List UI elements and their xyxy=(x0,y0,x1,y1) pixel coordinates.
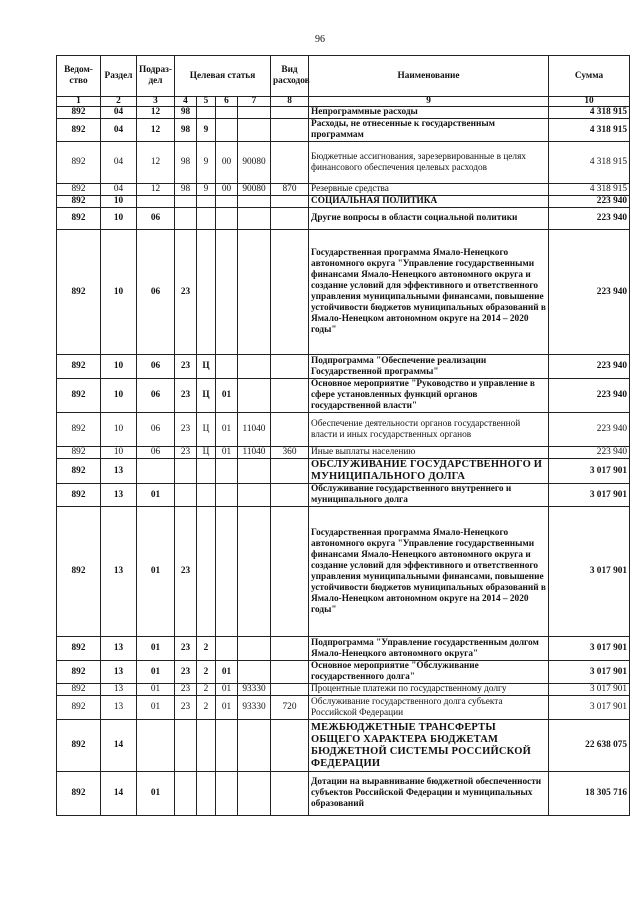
program-code-cell: 23 xyxy=(175,507,197,637)
subprogram-code-cell xyxy=(197,107,216,119)
program-code-cell: 98 xyxy=(175,107,197,119)
column-index: 5 xyxy=(197,97,216,107)
vedomstvo-cell: 892 xyxy=(57,119,101,142)
column-index: 9 xyxy=(309,97,549,107)
event-code-cell xyxy=(216,459,238,484)
program-code-cell xyxy=(175,208,197,230)
vedomstvo-cell: 892 xyxy=(57,107,101,119)
subprogram-code-cell: 2 xyxy=(197,637,216,661)
column-index: 8 xyxy=(271,97,309,107)
table-row xyxy=(57,142,630,184)
direction-code-cell xyxy=(238,355,271,379)
program-code-cell: 23 xyxy=(175,447,197,459)
sum-cell: 3 017 901 xyxy=(549,684,630,696)
sum-cell: 223 940 xyxy=(549,447,630,459)
podrazdel-cell: 12 xyxy=(137,142,175,184)
header-podrazdel: Подраз- дел xyxy=(137,56,175,97)
vedomstvo-cell: 892 xyxy=(57,184,101,196)
subprogram-code-cell: 9 xyxy=(197,119,216,142)
subprogram-code-cell: 2 xyxy=(197,696,216,720)
sum-cell: 223 940 xyxy=(549,208,630,230)
sum-cell: 223 940 xyxy=(549,196,630,208)
table-row xyxy=(57,184,630,196)
vedomstvo-cell: 892 xyxy=(57,447,101,459)
name-cell: Дотации на выравнивание бюджетной обеспеченности субъектов Российской Федерации и муниципальных образований xyxy=(309,772,549,816)
razdel-cell: 04 xyxy=(101,184,137,196)
razdel-cell: 14 xyxy=(101,772,137,816)
column-index: 2 xyxy=(101,97,137,107)
direction-code-cell xyxy=(238,484,271,507)
razdel-cell: 10 xyxy=(101,379,137,413)
sum-cell: 4 318 915 xyxy=(549,119,630,142)
razdel-cell: 13 xyxy=(101,637,137,661)
direction-code-cell xyxy=(238,208,271,230)
name-cell: Другие вопросы в области социальной политики xyxy=(309,208,549,230)
direction-code-cell xyxy=(238,196,271,208)
podrazdel-cell: 01 xyxy=(137,661,175,684)
expense-type-cell xyxy=(271,459,309,484)
table-row xyxy=(57,459,630,484)
event-code-cell: 00 xyxy=(216,142,238,184)
podrazdel-cell: 06 xyxy=(137,379,175,413)
podrazdel-cell xyxy=(137,720,175,772)
table-row xyxy=(57,230,630,355)
event-code-cell xyxy=(216,772,238,816)
podrazdel-cell: 01 xyxy=(137,772,175,816)
program-code-cell xyxy=(175,720,197,772)
name-cell: Государственная программа Ямало-Ненецкого автономного округа "Управление государственными финансами Ямало-Ненецкого автономного округа и создание условий для эффективного и ответственного управления муниципальными финансами, повышение устойчивости бюджетов муниципальных образований в Ямало-Ненецком автономном округе на 2014 – 2020 годы" xyxy=(309,507,549,637)
expense-type-cell xyxy=(271,507,309,637)
vedomstvo-cell: 892 xyxy=(57,230,101,355)
header-summa: Сумма xyxy=(549,56,630,97)
expense-type-cell xyxy=(271,208,309,230)
table-row xyxy=(57,196,630,208)
sum-cell: 22 638 075 xyxy=(549,720,630,772)
table-row xyxy=(57,355,630,379)
name-cell: Подпрограмма "Управление государственным долгом Ямало-Ненецкого автономного округа" xyxy=(309,637,549,661)
vedomstvo-cell: 892 xyxy=(57,459,101,484)
podrazdel-cell xyxy=(137,459,175,484)
sum-cell: 3 017 901 xyxy=(549,507,630,637)
name-cell: Государственная программа Ямало-Ненецкого автономного округа "Управление государственными финансами Ямало-Ненецкого автономного округа и создание условий для эффективного и ответственного управления муниципальными финансами, повышение устойчивости бюджетов муниципальных образований в Ямало-Ненецком автономном округе на 2014 – 2020 годы" xyxy=(309,230,549,355)
header-naimenovanie: Наименование xyxy=(309,56,549,97)
vedomstvo-cell: 892 xyxy=(57,661,101,684)
direction-code-cell: 93330 xyxy=(238,684,271,696)
program-code-cell: 23 xyxy=(175,230,197,355)
subprogram-code-cell: 2 xyxy=(197,661,216,684)
event-code-cell xyxy=(216,107,238,119)
sum-cell: 3 017 901 xyxy=(549,696,630,720)
name-cell: ОБСЛУЖИВАНИЕ ГОСУДАРСТВЕННОГО И МУНИЦИПАЛЬНОГО ДОЛГА xyxy=(309,459,549,484)
table-row xyxy=(57,484,630,507)
name-cell: Обеспечение деятельности органов государственной власти и иных государственных органов xyxy=(309,413,549,447)
expense-type-cell xyxy=(271,355,309,379)
podrazdel-cell: 01 xyxy=(137,696,175,720)
program-code-cell: 98 xyxy=(175,184,197,196)
vedomstvo-cell: 892 xyxy=(57,637,101,661)
event-code-cell xyxy=(216,208,238,230)
name-cell: Процентные платежи по государственному долгу xyxy=(309,684,549,696)
podrazdel-cell: 12 xyxy=(137,184,175,196)
sum-cell: 223 940 xyxy=(549,355,630,379)
name-cell: Подпрограмма "Обеспечение реализации Государственной программы" xyxy=(309,355,549,379)
razdel-cell: 10 xyxy=(101,230,137,355)
direction-code-cell xyxy=(238,720,271,772)
subprogram-code-cell: Ц xyxy=(197,447,216,459)
table-row xyxy=(57,696,630,720)
razdel-cell: 04 xyxy=(101,119,137,142)
expense-type-cell xyxy=(271,684,309,696)
podrazdel-cell: 12 xyxy=(137,119,175,142)
direction-code-cell xyxy=(238,772,271,816)
direction-code-cell xyxy=(238,230,271,355)
expense-type-cell xyxy=(271,142,309,184)
header-razdel: Раздел xyxy=(101,56,137,97)
razdel-cell: 13 xyxy=(101,507,137,637)
column-index: 7 xyxy=(238,97,271,107)
direction-code-cell xyxy=(238,107,271,119)
vedomstvo-cell: 892 xyxy=(57,772,101,816)
expense-type-cell xyxy=(271,637,309,661)
expense-type-cell xyxy=(271,196,309,208)
subprogram-code-cell xyxy=(197,720,216,772)
name-cell: Расходы, не отнесенные к государственным программам xyxy=(309,119,549,142)
podrazdel-cell: 01 xyxy=(137,637,175,661)
table-row xyxy=(57,720,630,772)
subprogram-code-cell: Ц xyxy=(197,355,216,379)
razdel-cell: 13 xyxy=(101,696,137,720)
table-row xyxy=(57,119,630,142)
name-cell: СОЦИАЛЬНАЯ ПОЛИТИКА xyxy=(309,196,549,208)
table-row xyxy=(57,447,630,459)
expense-type-cell xyxy=(271,720,309,772)
program-code-cell: 23 xyxy=(175,696,197,720)
sum-cell: 3 017 901 xyxy=(549,661,630,684)
direction-code-cell: 11040 xyxy=(238,413,271,447)
sum-cell: 223 940 xyxy=(549,413,630,447)
direction-code-cell xyxy=(238,507,271,637)
expense-type-cell xyxy=(271,484,309,507)
event-code-cell xyxy=(216,637,238,661)
expense-type-cell xyxy=(271,119,309,142)
razdel-cell: 13 xyxy=(101,459,137,484)
razdel-cell: 14 xyxy=(101,720,137,772)
table-row xyxy=(57,507,630,637)
table-row xyxy=(57,684,630,696)
event-code-cell xyxy=(216,119,238,142)
expense-type-cell xyxy=(271,413,309,447)
vedomstvo-cell: 892 xyxy=(57,696,101,720)
column-index: 1 xyxy=(57,97,101,107)
vedomstvo-cell: 892 xyxy=(57,355,101,379)
sum-cell: 4 318 915 xyxy=(549,107,630,119)
razdel-cell: 13 xyxy=(101,484,137,507)
expense-type-cell xyxy=(271,772,309,816)
podrazdel-cell: 06 xyxy=(137,413,175,447)
header-vedomstvo: Ведом- ство xyxy=(57,56,101,97)
subprogram-code-cell xyxy=(197,196,216,208)
page-number: 96 xyxy=(315,34,325,45)
podrazdel-cell: 01 xyxy=(137,684,175,696)
name-cell: Резервные средства xyxy=(309,184,549,196)
column-index: 6 xyxy=(216,97,238,107)
column-index-row xyxy=(57,97,630,107)
name-cell: Обслуживание государственного внутреннего и муниципального долга xyxy=(309,484,549,507)
direction-code-cell xyxy=(238,637,271,661)
name-cell: Иные выплаты населению xyxy=(309,447,549,459)
name-cell: МЕЖБЮДЖЕТНЫЕ ТРАНСФЕРТЫ ОБЩЕГО ХАРАКТЕРА БЮДЖЕТАМ БЮДЖЕТНОЙ СИСТЕМЫ РОССИЙСКОЙ ФЕДЕРАЦИИ xyxy=(309,720,549,772)
name-cell: Непрограммные расходы xyxy=(309,107,549,119)
vedomstvo-cell: 892 xyxy=(57,379,101,413)
program-code-cell xyxy=(175,484,197,507)
subprogram-code-cell: 9 xyxy=(197,142,216,184)
sum-cell: 223 940 xyxy=(549,230,630,355)
podrazdel-cell: 06 xyxy=(137,230,175,355)
sum-cell: 3 017 901 xyxy=(549,459,630,484)
expense-type-cell: 360 xyxy=(271,447,309,459)
subprogram-code-cell: Ц xyxy=(197,379,216,413)
name-cell: Основное мероприятие "Обслуживание государственного долга" xyxy=(309,661,549,684)
expense-type-cell xyxy=(271,107,309,119)
sum-cell: 4 318 915 xyxy=(549,142,630,184)
table-row xyxy=(57,637,630,661)
sum-cell: 3 017 901 xyxy=(549,484,630,507)
expense-type-cell xyxy=(271,661,309,684)
podrazdel-cell: 01 xyxy=(137,484,175,507)
program-code-cell: 98 xyxy=(175,119,197,142)
vedomstvo-cell: 892 xyxy=(57,196,101,208)
event-code-cell xyxy=(216,355,238,379)
table-row xyxy=(57,772,630,816)
podrazdel-cell: 01 xyxy=(137,507,175,637)
name-cell: Бюджетные ассигнования, зарезервированные в целях финансового обеспечения целевых расходов xyxy=(309,142,549,184)
program-code-cell: 23 xyxy=(175,637,197,661)
direction-code-cell xyxy=(238,379,271,413)
program-code-cell: 23 xyxy=(175,355,197,379)
table-body xyxy=(57,107,630,816)
event-code-cell: 01 xyxy=(216,696,238,720)
table-row xyxy=(57,413,630,447)
razdel-cell: 10 xyxy=(101,413,137,447)
column-index: 3 xyxy=(137,97,175,107)
event-code-cell: 01 xyxy=(216,379,238,413)
podrazdel-cell: 12 xyxy=(137,107,175,119)
podrazdel-cell: 06 xyxy=(137,447,175,459)
event-code-cell: 01 xyxy=(216,684,238,696)
vedomstvo-cell: 892 xyxy=(57,142,101,184)
direction-code-cell xyxy=(238,459,271,484)
direction-code-cell: 90080 xyxy=(238,184,271,196)
budget-table xyxy=(56,55,630,816)
event-code-cell: 01 xyxy=(216,413,238,447)
vedomstvo-cell: 892 xyxy=(57,413,101,447)
table-row xyxy=(57,208,630,230)
event-code-cell: 00 xyxy=(216,184,238,196)
subprogram-code-cell: 9 xyxy=(197,184,216,196)
table-row xyxy=(57,661,630,684)
expense-type-cell xyxy=(271,230,309,355)
razdel-cell: 04 xyxy=(101,107,137,119)
program-code-cell: 98 xyxy=(175,142,197,184)
program-code-cell: 23 xyxy=(175,379,197,413)
name-cell: Основное мероприятие "Руководство и управление в сфере установленных функций органов государственной власти" xyxy=(309,379,549,413)
name-cell: Обслуживание государственного долга субъекта Российской Федерации xyxy=(309,696,549,720)
event-code-cell xyxy=(216,720,238,772)
sum-cell: 18 305 716 xyxy=(549,772,630,816)
header-celevaya-statya: Целевая статья xyxy=(175,56,271,97)
program-code-cell xyxy=(175,196,197,208)
subprogram-code-cell xyxy=(197,230,216,355)
podrazdel-cell xyxy=(137,196,175,208)
razdel-cell: 10 xyxy=(101,447,137,459)
expense-type-cell: 870 xyxy=(271,184,309,196)
expense-type-cell: 720 xyxy=(271,696,309,720)
direction-code-cell: 93330 xyxy=(238,696,271,720)
direction-code-cell: 11040 xyxy=(238,447,271,459)
razdel-cell: 13 xyxy=(101,684,137,696)
vedomstvo-cell: 892 xyxy=(57,684,101,696)
podrazdel-cell: 06 xyxy=(137,208,175,230)
podrazdel-cell: 06 xyxy=(137,355,175,379)
event-code-cell: 01 xyxy=(216,447,238,459)
subprogram-code-cell: 2 xyxy=(197,684,216,696)
subprogram-code-cell xyxy=(197,459,216,484)
program-code-cell: 23 xyxy=(175,661,197,684)
header-vid-rashodov: Вид расходов xyxy=(271,56,309,97)
subprogram-code-cell xyxy=(197,507,216,637)
razdel-cell: 10 xyxy=(101,355,137,379)
razdel-cell: 13 xyxy=(101,661,137,684)
program-code-cell xyxy=(175,459,197,484)
event-code-cell: 01 xyxy=(216,661,238,684)
column-index: 4 xyxy=(175,97,197,107)
vedomstvo-cell: 892 xyxy=(57,484,101,507)
subprogram-code-cell xyxy=(197,772,216,816)
direction-code-cell xyxy=(238,119,271,142)
razdel-cell: 10 xyxy=(101,208,137,230)
expense-type-cell xyxy=(271,379,309,413)
razdel-cell: 04 xyxy=(101,142,137,184)
razdel-cell: 10 xyxy=(101,196,137,208)
event-code-cell xyxy=(216,196,238,208)
event-code-cell xyxy=(216,507,238,637)
table-row xyxy=(57,379,630,413)
vedomstvo-cell: 892 xyxy=(57,720,101,772)
program-code-cell xyxy=(175,772,197,816)
direction-code-cell xyxy=(238,661,271,684)
sum-cell: 4 318 915 xyxy=(549,184,630,196)
subprogram-code-cell xyxy=(197,208,216,230)
program-code-cell: 23 xyxy=(175,684,197,696)
column-index: 10 xyxy=(549,97,630,107)
program-code-cell: 23 xyxy=(175,413,197,447)
vedomstvo-cell: 892 xyxy=(57,507,101,637)
sum-cell: 3 017 901 xyxy=(549,637,630,661)
sum-cell: 223 940 xyxy=(549,379,630,413)
direction-code-cell: 90080 xyxy=(238,142,271,184)
table-row xyxy=(57,107,630,119)
vedomstvo-cell: 892 xyxy=(57,208,101,230)
subprogram-code-cell xyxy=(197,484,216,507)
event-code-cell xyxy=(216,230,238,355)
event-code-cell xyxy=(216,484,238,507)
subprogram-code-cell: Ц xyxy=(197,413,216,447)
